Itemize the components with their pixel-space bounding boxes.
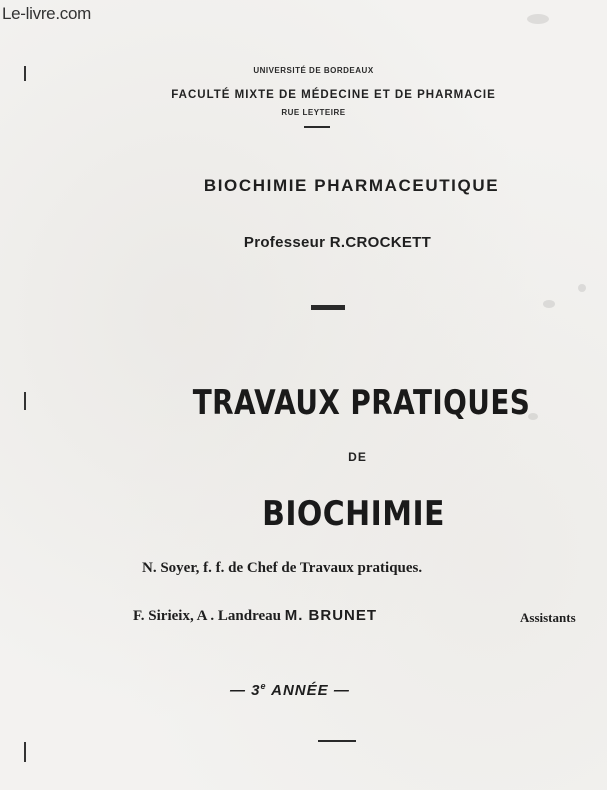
assistants-label: Assistants xyxy=(520,610,576,625)
margin-mark-middle xyxy=(24,392,26,410)
street-name: RUE LEYTEIRE xyxy=(281,108,346,117)
main-title-line2: BIOCHIMIE xyxy=(262,494,445,534)
smudge xyxy=(527,14,549,24)
smudge xyxy=(543,300,555,308)
assistants-typed-names: F. Sirieix, A . Landreau xyxy=(133,608,281,624)
main-title-line1: TRAVAUX PRATIQUES xyxy=(192,383,531,423)
university-name: UNIVERSITÉ DE BORDEAUX xyxy=(253,66,374,75)
chef-de-travaux: N. Soyer, f. f. de Chef de Travaux pratiques. xyxy=(142,560,423,576)
year-label: ANNÉE — xyxy=(266,682,350,699)
footer-rule xyxy=(318,740,356,742)
header-underline xyxy=(304,126,330,128)
margin-mark-bottom xyxy=(24,742,26,762)
watermark: Le-livre.com xyxy=(2,4,91,23)
department-name: BIOCHIMIE PHARMACEUTIQUE xyxy=(203,176,500,195)
year-superscript: e xyxy=(260,681,267,691)
separator-rule xyxy=(311,305,345,310)
assistants-names xyxy=(133,607,377,625)
professor-name: Professeur R.CROCKETT xyxy=(243,234,432,251)
faculty-name: FACULTÉ MIXTE DE MÉDECINE ET DE PHARMACIE xyxy=(171,89,496,101)
main-title-connector: DE xyxy=(348,450,367,464)
year-level xyxy=(230,681,350,699)
smudge xyxy=(578,284,586,292)
handwritten-name: M. BRUNET xyxy=(284,607,378,624)
year-prefix: — 3 xyxy=(230,682,261,699)
